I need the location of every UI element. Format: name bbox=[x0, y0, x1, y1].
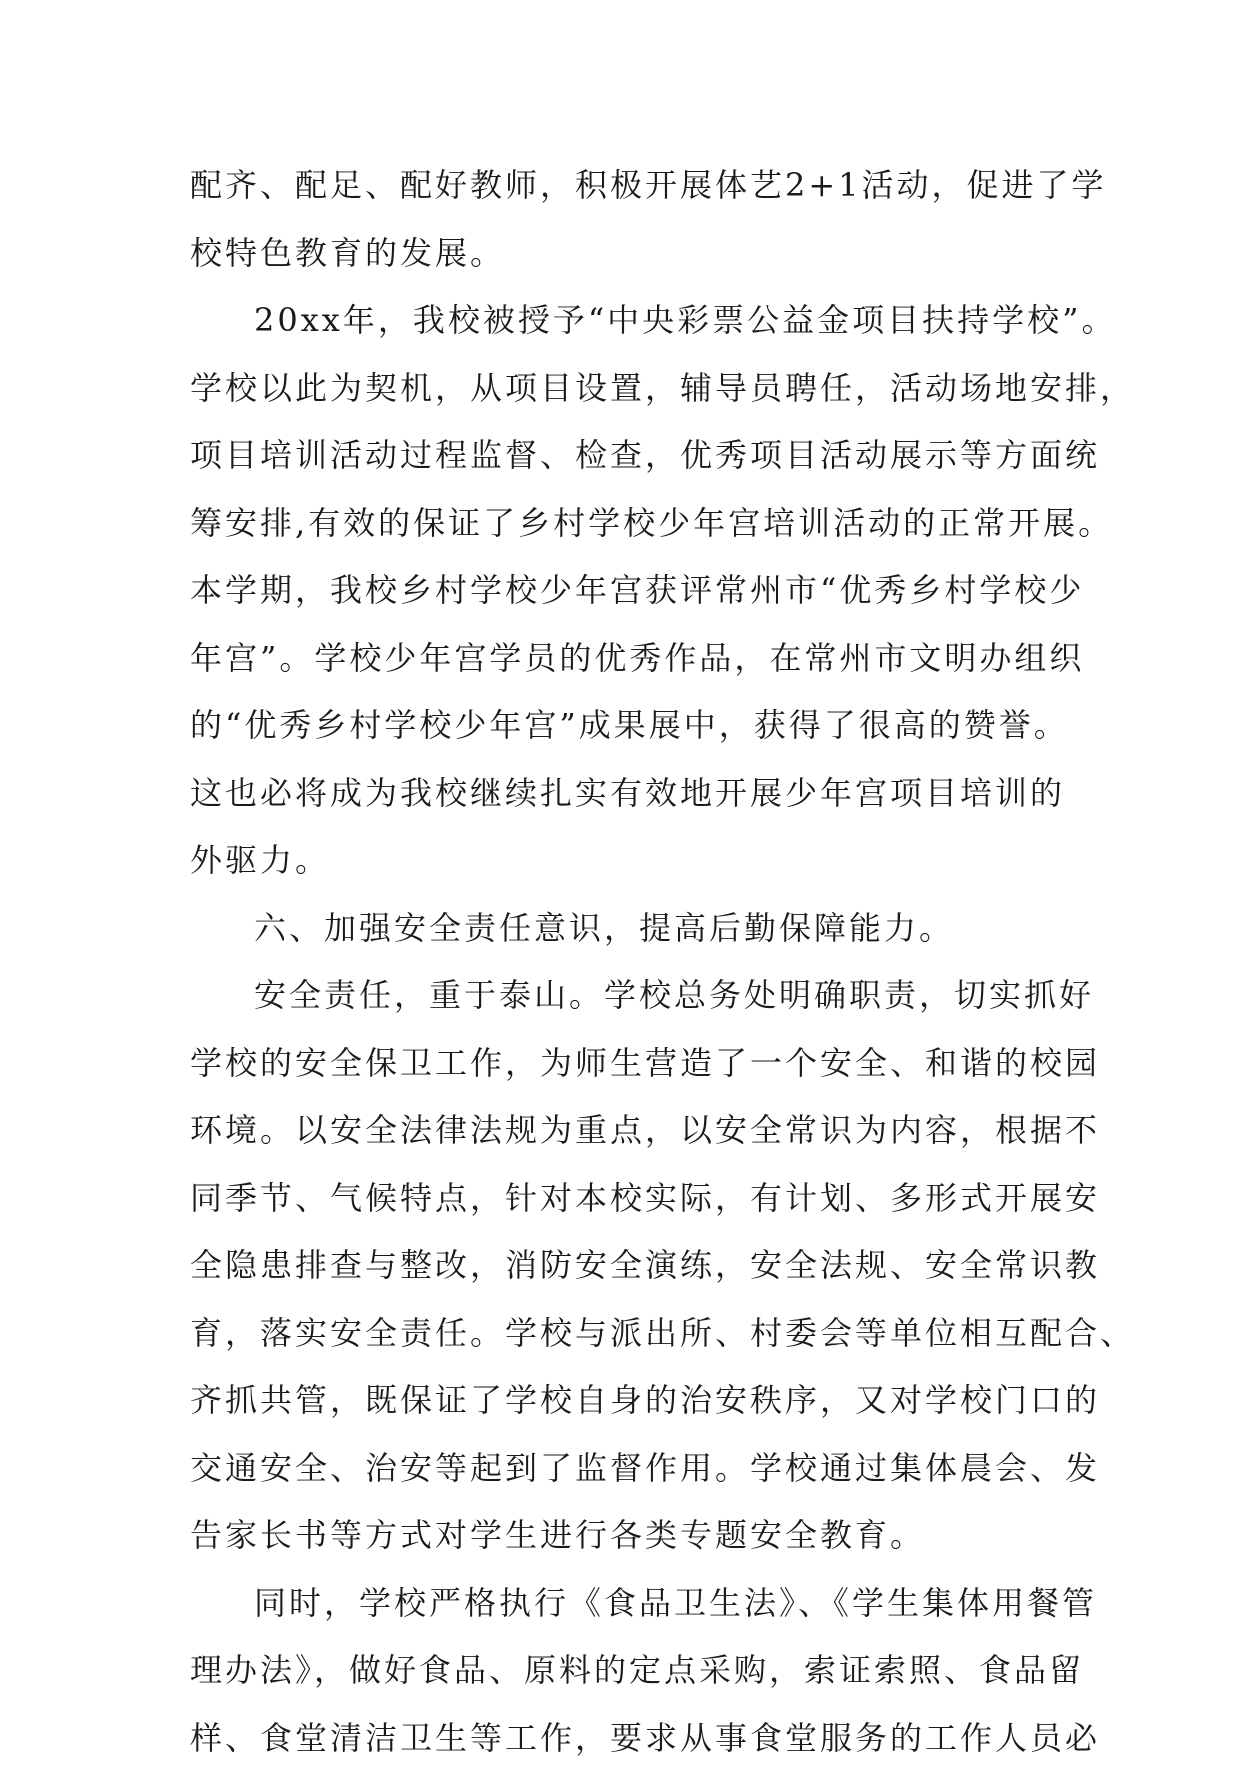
text-line: 的“优秀乡村学校少年宫”成果展中，获得了很高的赞誉。 bbox=[190, 692, 1070, 760]
text-line: 学校以此为契机，从项目设置，辅导员聘任，活动场地安排， bbox=[190, 355, 1070, 423]
section-heading: 六、加强安全责任意识，提高后勤保障能力。 bbox=[190, 895, 1070, 963]
text-line: 安全责任，重于泰山。学校总务处明确职责，切实抓好 bbox=[190, 962, 1070, 1030]
text-line: 环境。以安全法律法规为重点，以安全常识为内容，根据不 bbox=[190, 1097, 1070, 1165]
text-line: 交通安全、治安等起到了监督作用。学校通过集体晨会、发 bbox=[190, 1435, 1070, 1503]
text-line: 项目培训活动过程监督、检查，优秀项目活动展示等方面统 bbox=[190, 422, 1070, 490]
text-line: 校特色教育的发展。 bbox=[190, 220, 1070, 288]
text-line: 全隐患排查与整改，消防安全演练，安全法规、安全常识教 bbox=[190, 1232, 1070, 1300]
text-line: 同季节、气候特点，针对本校实际，有计划、多形式开展安 bbox=[190, 1165, 1070, 1233]
text-line: 筹安排,有效的保证了乡村学校少年宫培训活动的正常开展。 bbox=[190, 490, 1070, 558]
text-line: 20xx年，我校被授予“中央彩票公益金项目扶持学校”。 bbox=[190, 287, 1070, 355]
text-line: 外驱力。 bbox=[190, 827, 1070, 895]
text-line: 配齐、配足、配好教师，积极开展体艺2+1活动，促进了学 bbox=[190, 152, 1070, 220]
text-line: 理办法》，做好食品、原料的定点采购，索证索照、食品留 bbox=[190, 1637, 1070, 1705]
text-line: 这也必将成为我校继续扎实有效地开展少年宫项目培训的 bbox=[190, 760, 1070, 828]
text-line: 同时，学校严格执行《食品卫生法》、《学生集体用餐管 bbox=[190, 1570, 1070, 1638]
text-line: 学校的安全保卫工作，为师生营造了一个安全、和谐的校园 bbox=[190, 1030, 1070, 1098]
text-line: 告家长书等方式对学生进行各类专题安全教育。 bbox=[190, 1502, 1070, 1570]
text-line: 齐抓共管，既保证了学校自身的治安秩序，又对学校门口的 bbox=[190, 1367, 1070, 1435]
text-line: 样、食堂清洁卫生等工作，要求从事食堂服务的工作人员必 bbox=[190, 1705, 1070, 1772]
document-body bbox=[190, 152, 1070, 1772]
text-line: 本学期，我校乡村学校少年宫获评常州市“优秀乡村学校少 bbox=[190, 557, 1070, 625]
text-line: 育，落实安全责任。学校与派出所、村委会等单位相互配合、 bbox=[190, 1300, 1070, 1368]
text-line: 年宫”。学校少年宫学员的优秀作品，在常州市文明办组织 bbox=[190, 625, 1070, 693]
